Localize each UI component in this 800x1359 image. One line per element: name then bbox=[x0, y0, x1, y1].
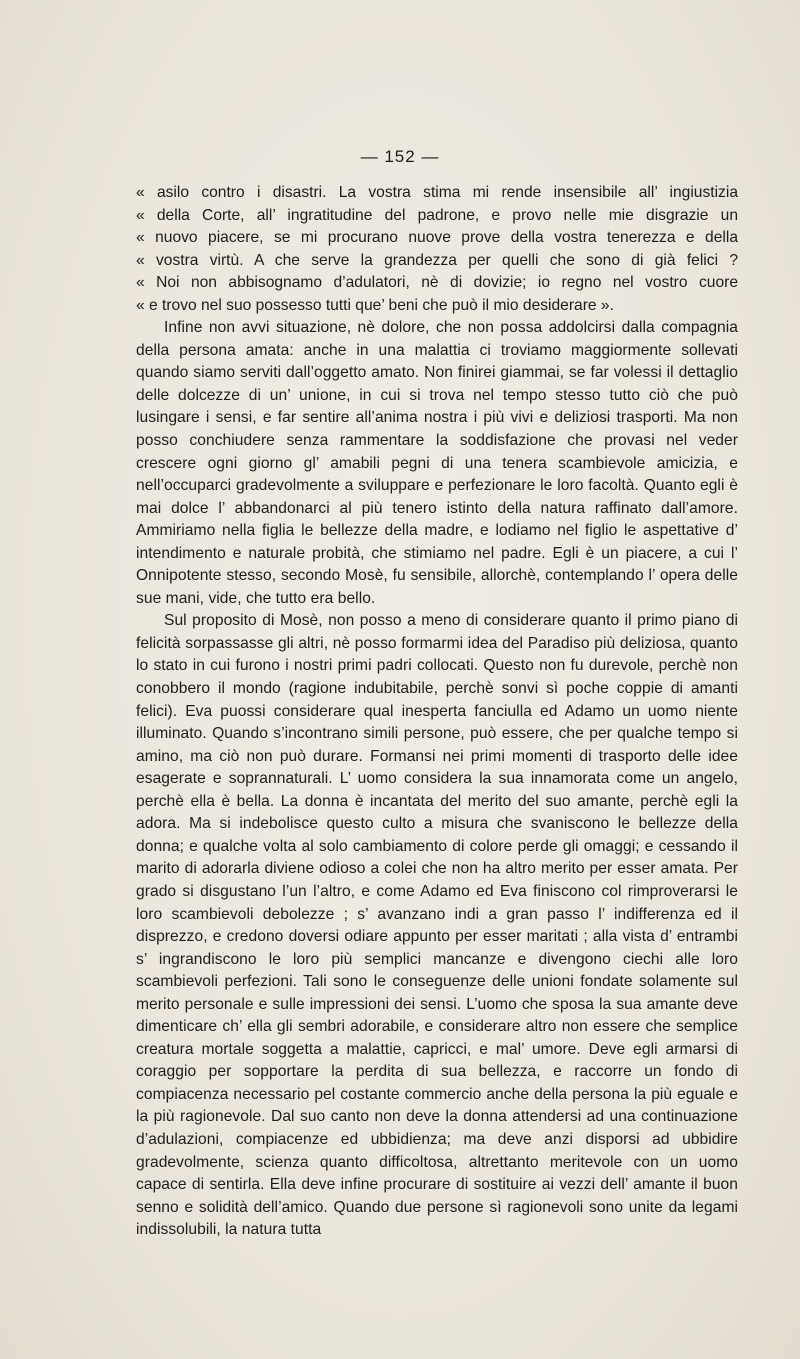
text-body bbox=[136, 182, 738, 1242]
quote-line: « della Corte, all’ ingratitudine del padrone, e provo nelle mie disgrazie un bbox=[136, 206, 738, 224]
quote-block bbox=[136, 182, 738, 317]
quote-line: « e trovo nel suo possesso tutti que’ beni che può il mio desiderare ». bbox=[136, 296, 614, 314]
page-number: — 152 — bbox=[360, 147, 440, 166]
quote-line: « asilo contro i disastri. La vostra stima mi rende insensibile all’ ingiustizia bbox=[136, 184, 738, 201]
quote-line: « nuovo piacere, se mi procurano nuove prove della vostra tenerezza e della bbox=[136, 229, 738, 247]
quote-line: « vostra virtù. A che serve la grandezza per quelli che sono di già felici ? bbox=[136, 251, 738, 269]
quote-line: « Noi non abbisognamo d’adulatori, nè di dovizie; io regno nel vostro cuore bbox=[136, 274, 738, 292]
paragraph: Sul proposito di Mosè, non posso a meno di considerare quanto il primo piano di felicità sorpassasse gli altri, nè posso formarmi idea del Paradiso più deliziosa, quanto lo stato in cui furono i nostri primi padri collocati. Questo non fu durevole, perchè non conobbero il mondo (ragione indubitabile, perchè sonvi sì poche coppie di amanti felici). Eva puossi considerare qual inesperta fanciulla ed Adamo un uomo niente illuminato. Quando s’incontrano simili persone, può essere, che per qualche tempo si amino, ma ciò non può durare. Formansi nei primi momenti di trasporto delle idee esagerate e soprannaturali. L’ uomo considera la sua innamorata come un angelo, perchè ella è bella. La donna è incantata del merito del suo amante, perchè egli la adora. Ma si indebolisce questo culto a misura che svaniscono le bellezze della donna; e qualche volta al solo cambiamento di colore perde gli omaggi; e cessando il marito di adorarla diviene odioso a colei che non ha altro merito per esser amata. Per grado si disgustano l’un l’altro, e come Adamo ed Eva finiscono col rimproverarsi le loro scambievoli debolezze ; s’ avanzano indi a gran passo l’ indifferenza ed il disprezzo, e credono doversi odiare appunto per esser maritati ; alla vista d’ entrambi s’ ingrandiscono le loro più semplici mancanze e divengono ciechi alle loro scambievoli perfezioni. Tali sono le conseguenze delle unioni fondate solamente sul merito personale e sulle impressioni dei sensi. L’uomo che sposa la sua amante deve dimenticare ch’ ella gli sembri adorabile, e considerare altro non essere che semplice creatura mortale soggetta a malattie, capricci, e mal’ umore. Deve egli armarsi di coraggio per sopportare la perdita di sua bellezza, e raccorre un fondo di compiacenza necessario pel costante commercio anche della persona la più eguale e la più ragionevole. Dal suo canto non deve la donna attendersi ad una continuazione d’adulazioni, compiacenze ed ubbidienza; ma deve anzi disporsi ad ubbidire gradevolmente, scienza quanto difficoltosa, altrettanto meritevole con un uomo capace di sentirla. Ella deve infine procurare di sostituire ai vezzi dell’ amante il buon senno e solidità dell’amico. Quando due persone sì ragionevoli sono unite da legami indissolubili, la natura tutta bbox=[136, 612, 738, 1239]
paragraph: Infine non avvi situazione, nè dolore, che non possa addolcirsi dalla compagnia della persona amata: anche in una malattia ci troviamo maggiormente sollevati quando siamo serviti dall’oggetto amato. Non finirei giammai, se far volessi il dettaglio delle dolcezze di un’ unione, in cui si trova nel tempo stesso tutto ciò che può lusingare i sensi, e far sentire all’anima nostra i più vivi e deliziosi trasporti. Ma non posso conchiudere senza rammentare la soddisfazione che provasi nel veder crescere ogni giorno gl’ amabili pegni di una tenera scambievole amicizia, e nell’occuparci gradevolmente a sviluppare e perfezionare le loro facoltà. Quanto egli è mai dolce l’ abbandonarci al più tenero istinto della natura raffinato dall’amore. Ammiriamo nella figlia le bellezze della madre, e lodiamo nel figlio le aspettative d’ intendimento e naturale probità, che stimiamo nel padre. Egli è un piacere, a cui l’ Onnipotente stesso, secondo Mosè, fu sensibile, allorchè, contemplando l’ opera delle sue mani, vide, che tutto era bello. bbox=[136, 319, 738, 607]
